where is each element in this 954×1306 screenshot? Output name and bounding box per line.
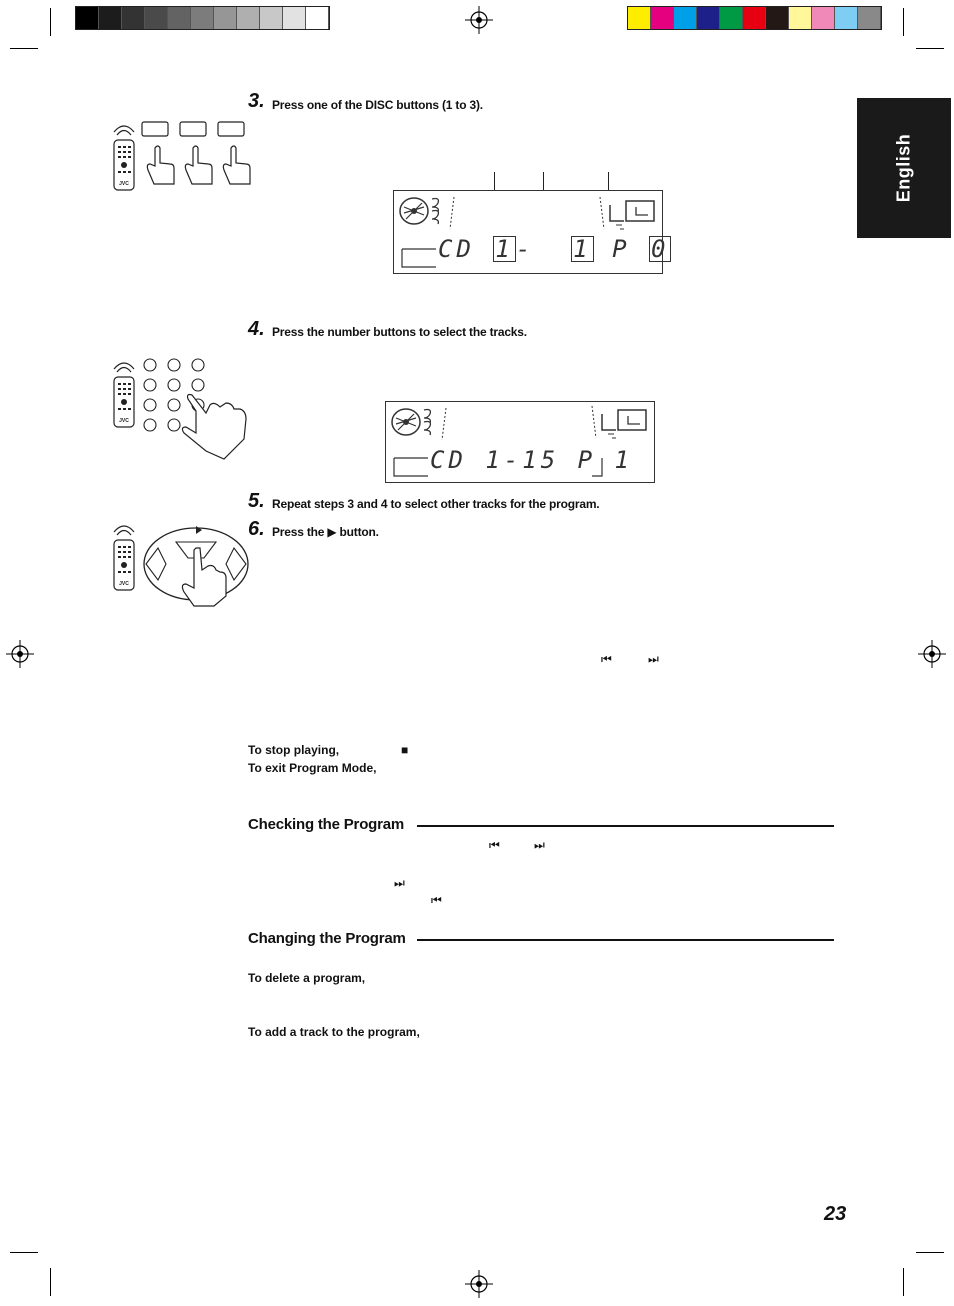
- lcd-readout-1: [438, 235, 671, 263]
- step-4-number: 4.: [248, 318, 265, 340]
- lcd-program-label: P: [612, 235, 631, 263]
- color-swatch: [214, 7, 237, 29]
- color-swatch: [697, 7, 720, 29]
- pointing-hand-icon: [223, 146, 250, 184]
- changing-program-heading: Changing the Program: [248, 930, 406, 947]
- registration-target-icon: [465, 1270, 493, 1298]
- remote-play-button-illustration: [108, 518, 253, 608]
- crop-mark: [10, 1252, 38, 1253]
- color-swatch: [145, 7, 168, 29]
- prev-track-icon: ⏮: [489, 838, 500, 852]
- crop-mark: [50, 8, 51, 36]
- registration-target-icon: [465, 6, 493, 34]
- color-swatch: [789, 7, 812, 29]
- color-swatch: [191, 7, 214, 29]
- lcd-display-2: [385, 401, 655, 483]
- color-swatch: [628, 7, 651, 29]
- remote-brand: JVC: [119, 581, 129, 587]
- gray-calibration-bar: [75, 6, 330, 30]
- color-swatch: [260, 7, 283, 29]
- play-symbol-icon: ▶: [327, 525, 337, 539]
- pointing-hand-icon: [185, 146, 212, 184]
- section-rule: [417, 825, 834, 827]
- registration-target-icon: [6, 640, 34, 668]
- color-swatch: [168, 7, 191, 29]
- stop-playing-note: To stop playing,: [248, 743, 340, 757]
- add-track-note: To add a track to the program,: [248, 1025, 420, 1039]
- stop-icon: ■: [401, 743, 409, 757]
- color-swatch: [306, 7, 329, 29]
- step-3-text: Press one of the DISC buttons (1 to 3).: [272, 98, 483, 112]
- color-swatch: [720, 7, 743, 29]
- lcd-program-count: 0: [650, 235, 670, 263]
- remote-brand: JVC: [119, 418, 129, 424]
- crop-mark: [50, 1268, 51, 1296]
- remote-disc-buttons-illustration: [108, 118, 258, 192]
- disc-indicator-icon: [388, 404, 450, 444]
- lcd-dash: -: [515, 235, 535, 263]
- color-swatch: [76, 7, 99, 29]
- lcd-track-number: 1: [573, 235, 592, 263]
- checking-program-heading: Checking the Program: [248, 816, 405, 833]
- language-label: English: [893, 133, 914, 203]
- color-swatch: [237, 7, 260, 29]
- pointing-hand-icon: [182, 395, 246, 460]
- section-rule: [417, 939, 834, 941]
- color-calibration-bar: [627, 6, 882, 30]
- prev-track-icon: ⏮: [601, 652, 612, 666]
- color-swatch: [674, 7, 697, 29]
- crop-mark: [916, 1252, 944, 1253]
- disc-1-button[interactable]: [142, 122, 168, 136]
- color-swatch: [858, 7, 881, 29]
- color-swatch: [835, 7, 858, 29]
- step-5-number: 5.: [248, 490, 265, 512]
- lcd-disc-number: 1: [495, 235, 514, 263]
- exit-program-note: To exit Program Mode,: [248, 761, 377, 775]
- step-6-text: [272, 525, 379, 539]
- next-track-icon: ⏭: [648, 652, 659, 666]
- page-number: 23: [824, 1203, 847, 1225]
- remote-number-buttons-illustration: [108, 355, 253, 465]
- program-indicator-icon: [598, 195, 660, 235]
- step-5-text: Repeat steps 3 and 4 to select other tracks for the program.: [272, 497, 600, 511]
- crop-mark: [903, 1268, 904, 1296]
- pointing-hand-icon: [147, 146, 174, 184]
- next-track-icon: ⏭: [534, 838, 545, 852]
- remote-brand: JVC: [119, 181, 129, 187]
- color-swatch: [99, 7, 122, 29]
- color-swatch: [766, 7, 789, 29]
- disc-indicator-icon: [396, 193, 458, 233]
- next-track-icon: ⏭: [394, 876, 405, 890]
- lcd-readout-2: CD 1-15 P 1: [430, 446, 633, 474]
- disc-3-button[interactable]: [218, 122, 244, 136]
- color-swatch: [743, 7, 766, 29]
- language-tab: [857, 98, 951, 238]
- color-swatch: [651, 7, 674, 29]
- crop-mark: [10, 48, 38, 49]
- disc-2-button[interactable]: [180, 122, 206, 136]
- step-6-text-before: Press the: [272, 525, 325, 539]
- lcd-cd-label: CD: [438, 235, 475, 263]
- lcd-display-1: [393, 190, 670, 274]
- color-swatch: [122, 7, 145, 29]
- color-swatch: [283, 7, 306, 29]
- delete-program-note: To delete a program,: [248, 971, 366, 985]
- number-keypad[interactable]: [144, 359, 204, 431]
- step-6-text-after: button.: [339, 525, 379, 539]
- registration-target-icon: [918, 640, 946, 668]
- display-bracket: [398, 241, 438, 271]
- prev-track-icon: ⏮: [431, 893, 442, 907]
- step-6-number: 6.: [248, 518, 265, 540]
- crop-mark: [916, 48, 944, 49]
- step-3-number: 3.: [248, 90, 265, 112]
- program-indicator-icon: [590, 404, 652, 444]
- crop-mark: [903, 8, 904, 36]
- step-4-text: Press the number buttons to select the tracks.: [272, 325, 527, 339]
- color-swatch: [812, 7, 835, 29]
